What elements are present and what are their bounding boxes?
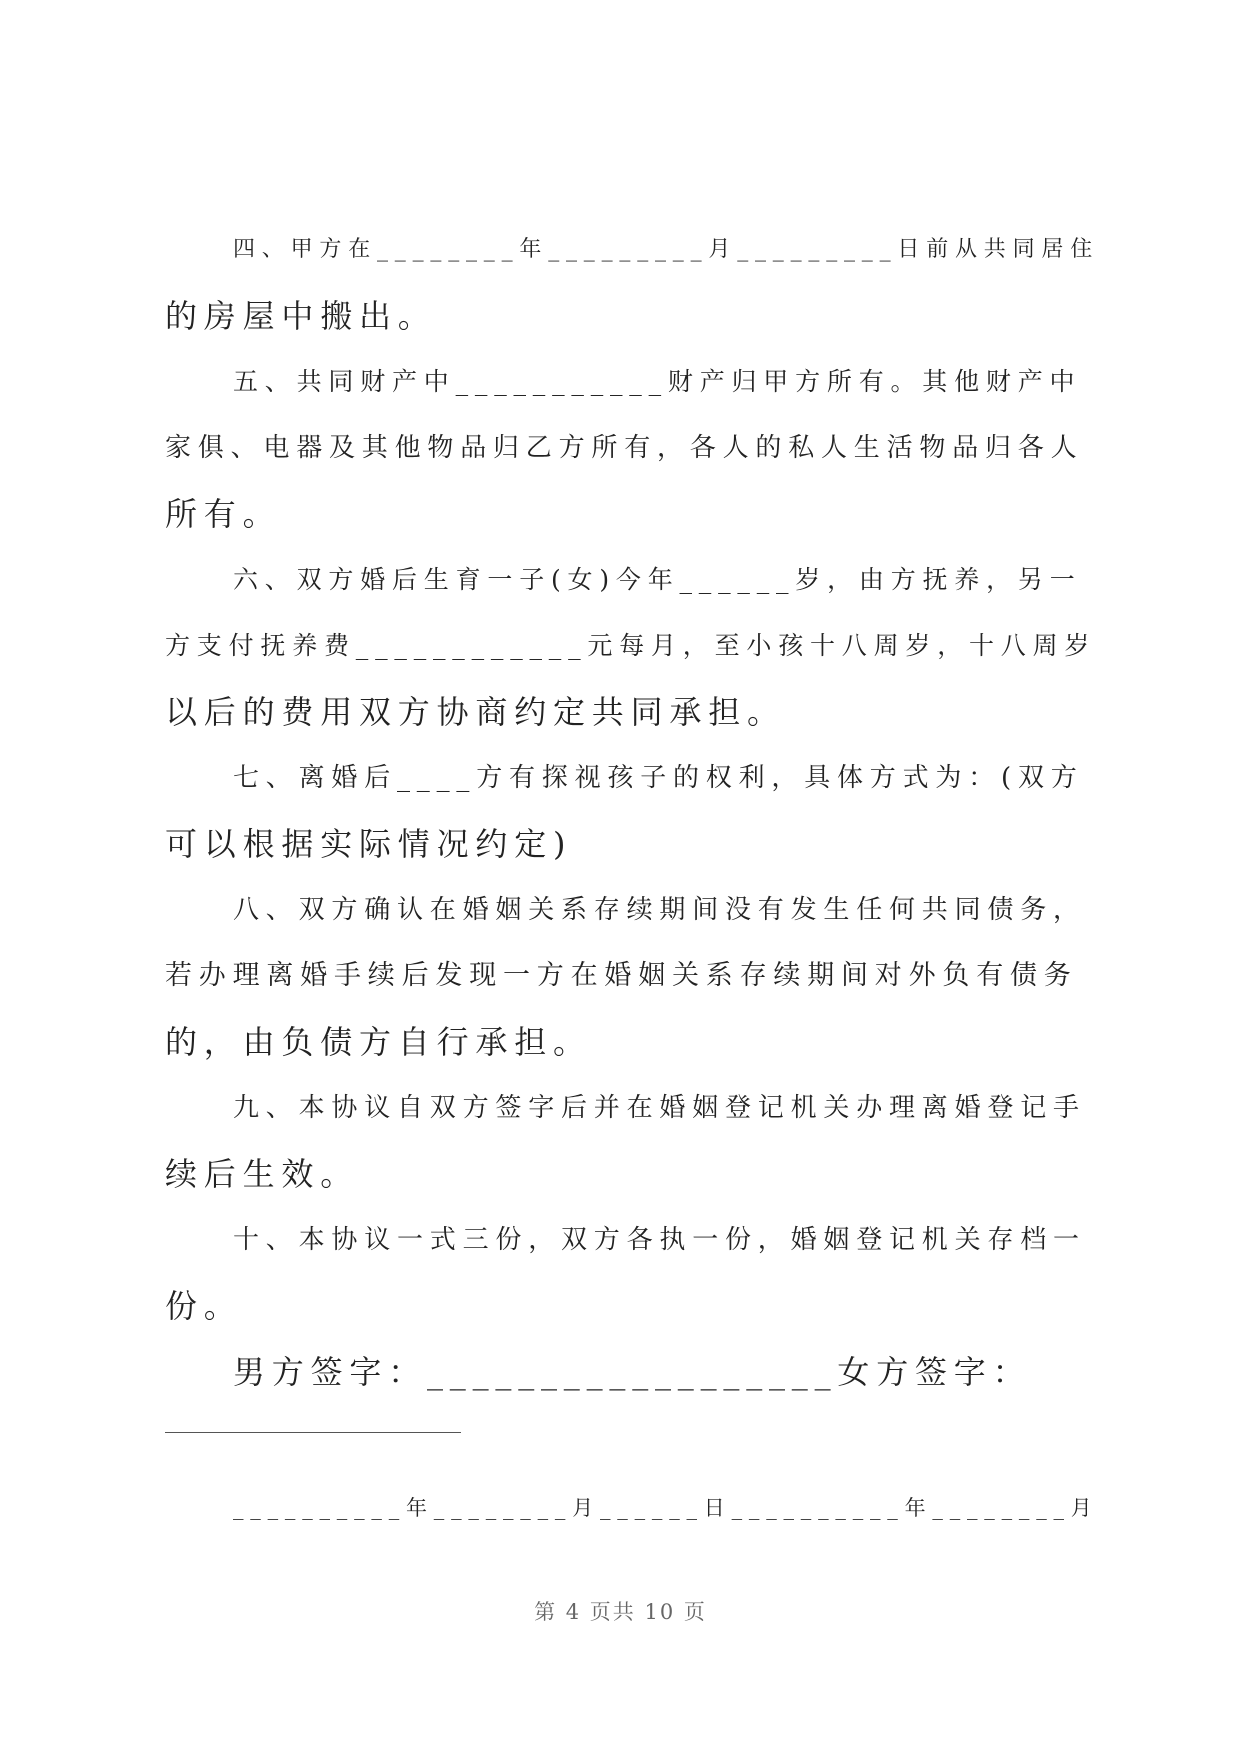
clause-7-line-2: 可以根据实际情况约定) (165, 825, 573, 863)
clause-9-line-2: 续后生效。 (165, 1155, 360, 1193)
clause-5-line-3: 所有。 (165, 495, 282, 533)
signature-date-line: __________年________月______日__________年________月 (233, 1496, 1099, 1520)
page-footer: 第 4 页共 10 页 (534, 1600, 707, 1624)
clause-4-line-1: 四、甲方在________年_________月_________日前从共同居住 (233, 237, 1100, 262)
clause-8-line-3: 的，由负债方自行承担。 (165, 1023, 592, 1061)
clause-6-line-1: 六、双方婚后生育一子(女)今年______岁，由方抚养，另一 (233, 565, 1082, 594)
clause-8-line-2: 若办理离婚手续后发现一方在婚姻关系存续期间对外负有债务 (165, 960, 1078, 991)
clause-7-line-1: 七、离婚后____方有探视孩子的权利，具体方式为：(双方 (233, 763, 1084, 793)
clause-5-line-2: 家俱、电器及其他物品归乙方所有，各人的私人生活物品归各人 (165, 433, 1084, 463)
female-signature-rule (165, 1432, 461, 1433)
clause-9-line-1: 九、本协议自双方签字后并在婚姻登记机关办理离婚登记手 (233, 1093, 1086, 1123)
clause-6-line-3: 以后的费用双方协商约定共同承担。 (165, 693, 786, 731)
clause-10-line-1: 十、本协议一式三份，双方各执一份，婚姻登记机关存档一 (233, 1225, 1086, 1255)
clause-10-line-2: 份。 (165, 1287, 243, 1325)
clause-8-line-1: 八、双方确认在婚姻关系存续期间没有发生任何共同债务， (233, 895, 1086, 925)
clause-6-line-2: 方支付抚养费____________元每月，至小孩十八周岁，十八周岁 (165, 631, 1097, 660)
signature-line: 男方签字：__________________女方签字： (233, 1353, 1032, 1391)
clause-4-line-2: 的房屋中搬出。 (165, 297, 437, 335)
clause-5-line-1: 五、共同财产中___________财产归甲方所有。其他财产中 (233, 367, 1082, 396)
